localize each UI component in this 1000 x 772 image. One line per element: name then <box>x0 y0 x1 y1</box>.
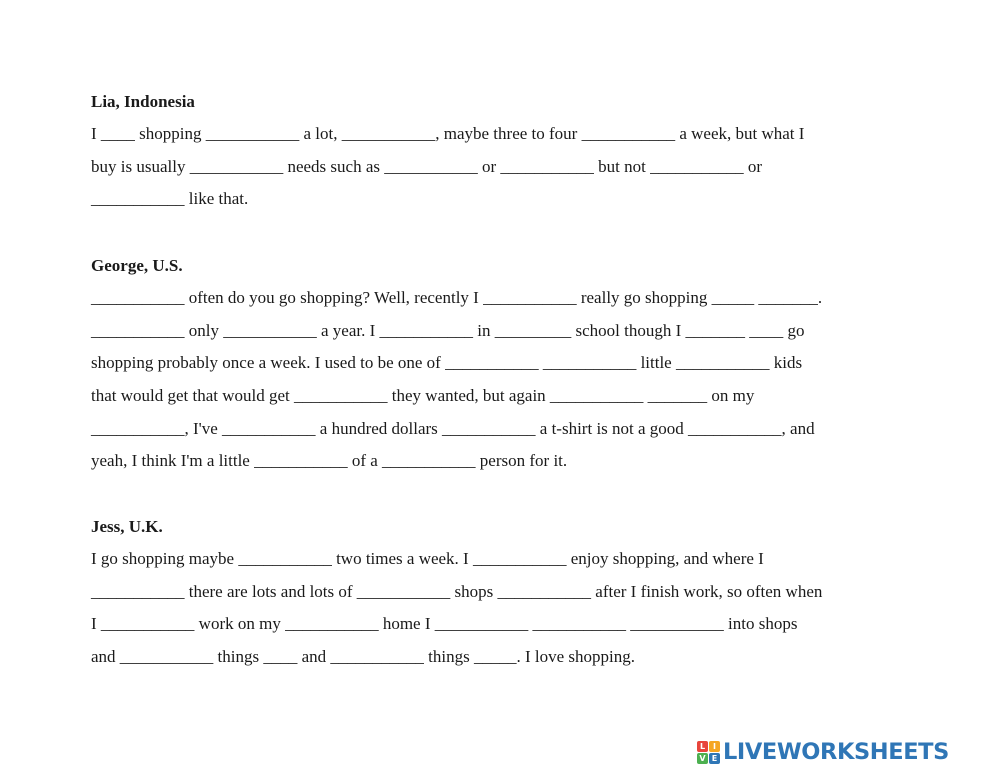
text-line: that would get that would get ___________ they wanted, but again ___________ _______ on my <box>91 386 755 406</box>
logo-text: LIVEWORKSHEETS <box>723 739 949 765</box>
text-line: I ____ shopping ___________ a lot, ___________, maybe three to four ___________ a week, but what I <box>91 124 805 143</box>
text-line: ___________ often do you go shopping? Well, recently I ___________ really go shopping _____ _______. <box>91 288 823 307</box>
section-lia <box>91 92 951 209</box>
logo-mark-icon <box>697 741 720 764</box>
speaker-heading: Lia, Indonesia <box>91 92 195 111</box>
logo-mark-tile: V <box>697 753 708 764</box>
text-line: and ___________ things ____ and ___________ things _____. I love shopping. <box>91 647 635 667</box>
speaker-heading: George, U.S. <box>91 256 183 275</box>
text-line: shopping probably once a week. I used to be one of ___________ ___________ little ___________ kids <box>91 353 803 373</box>
section-jess <box>91 517 951 667</box>
text-line: ___________ like that. <box>91 189 249 209</box>
text-line: ___________, I've ___________ a hundred dollars ___________ a t-shirt is not a good ___________, and <box>91 418 815 438</box>
text-line: I go shopping maybe ___________ two times a week. I ___________ enjoy shopping, and where I <box>91 549 764 568</box>
text-line: ___________ there are lots and lots of ___________ shops ___________ after I finish work, so often when <box>91 581 823 601</box>
text-line: ___________ only ___________ a year. I ___________ in _________ school though I _______ ____ go <box>91 320 805 340</box>
logo-mark-tile: I <box>709 741 720 752</box>
liveworksheets-logo <box>697 737 949 767</box>
text-line: buy is usually ___________ needs such as ___________ or ___________ but not ___________ or <box>91 156 762 176</box>
text-line: yeah, I think I'm a little ___________ of a ___________ person for it. <box>91 451 568 471</box>
logo-mark-tile: L <box>697 741 708 752</box>
logo-mark-tile: E <box>709 753 720 764</box>
section-george <box>91 256 951 471</box>
text-line: I ___________ work on my ___________ home I ___________ ___________ ___________ into shops <box>91 614 798 634</box>
speaker-heading: Jess, U.K. <box>91 517 163 536</box>
